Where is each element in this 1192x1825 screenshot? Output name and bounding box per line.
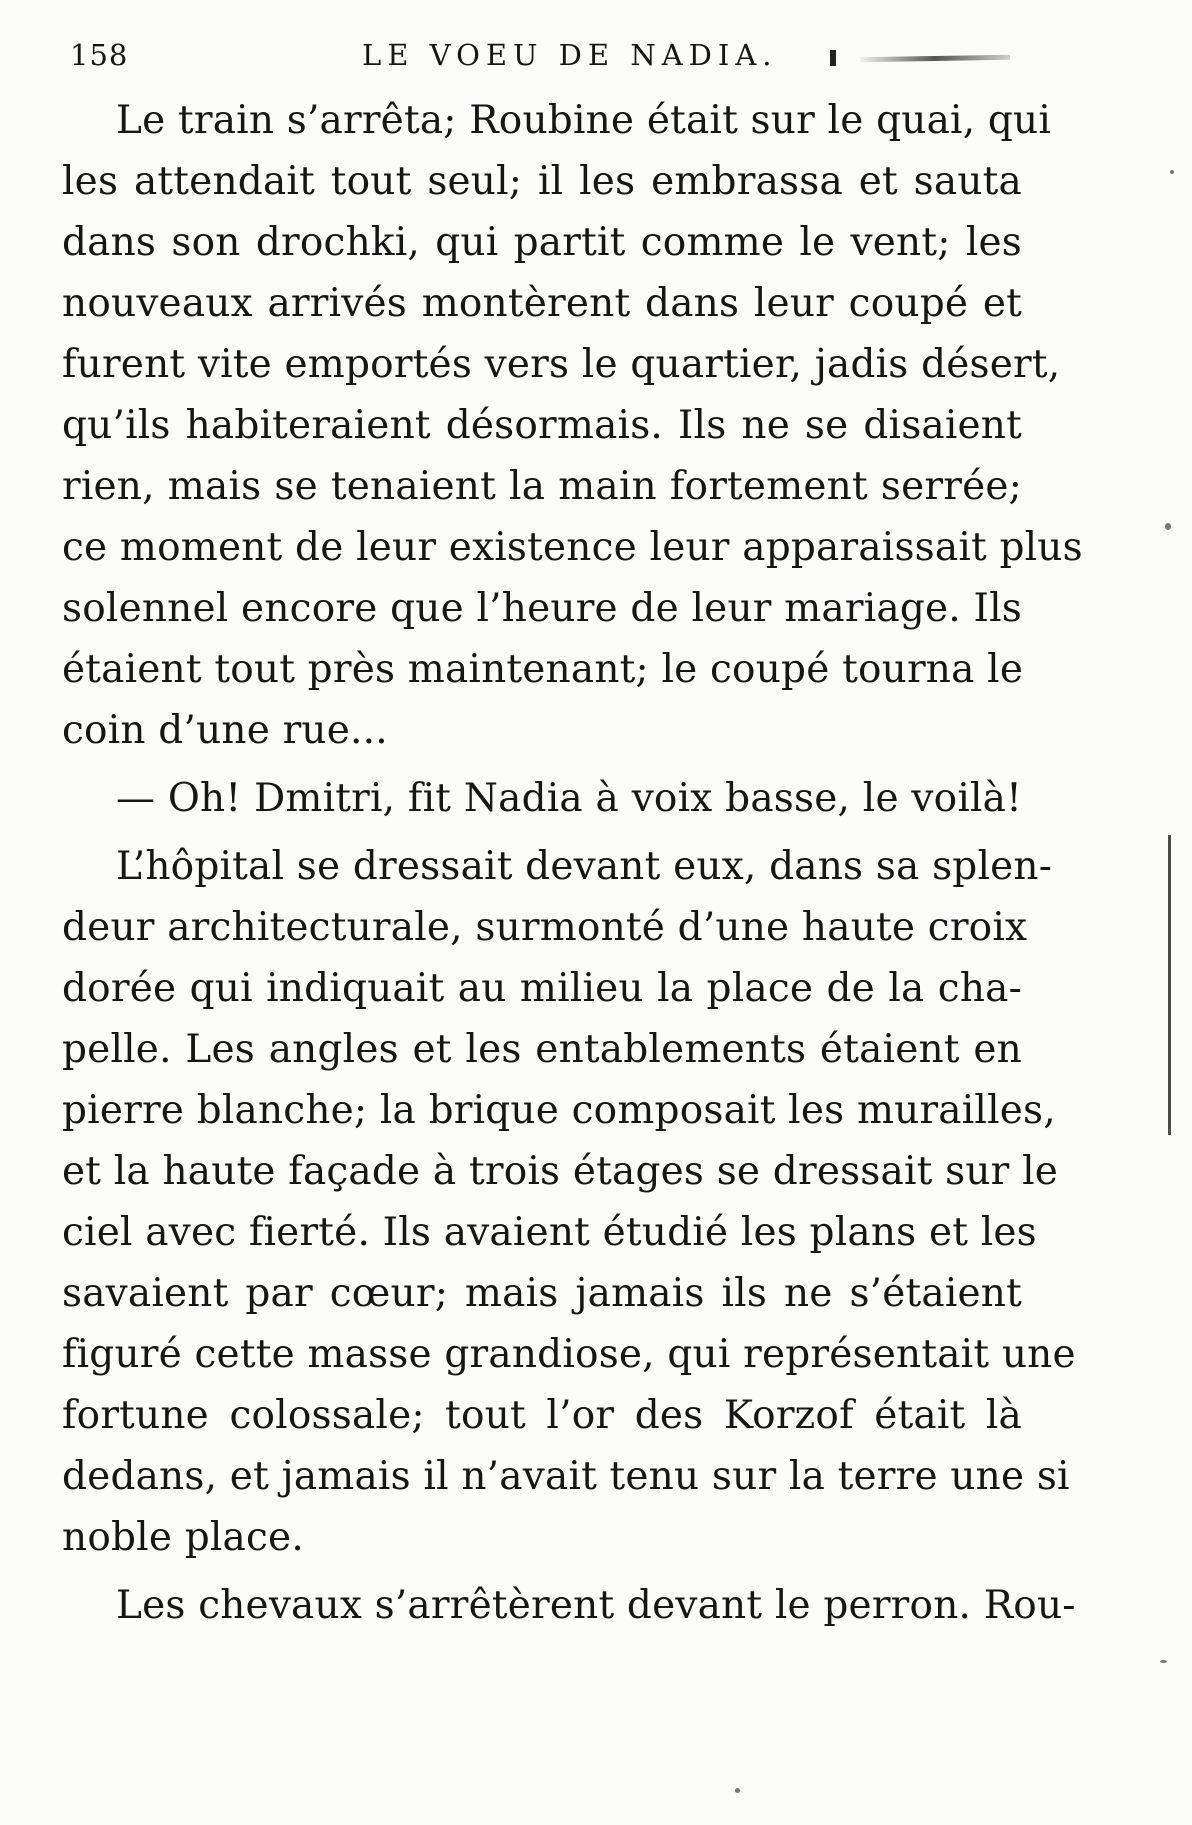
text-line: Le train s’arrêta; Roubine était sur le quai, qui (116, 98, 1052, 143)
text-line: furent vite emportés vers le quartier, jadis désert, (62, 342, 1061, 387)
text-line: rien, mais se tenaient la main fortement serrée; (62, 464, 1022, 509)
text-line: noble place. (62, 1515, 304, 1560)
text-line: qu’ils habiteraient désormais. Ils ne se disaient (62, 403, 1022, 448)
text-line: deur architecturale, surmonté d’une haute croix (62, 905, 1028, 950)
page-number: 158 (70, 38, 129, 72)
scan-top-rule (860, 55, 1010, 63)
text-line: Les chevaux s’arrêtèrent devant le perron. Rou- (116, 1583, 1076, 1628)
text-line: ciel avec fierté. Ils avaient étudié les plans et les (62, 1210, 1037, 1255)
text-line: les attendait tout seul; il les embrassa et sauta (62, 159, 1022, 204)
text-line: pelle. Les angles et les entablements étaient en (62, 1027, 1022, 1072)
running-title: LE VOEU DE NADIA. (362, 38, 778, 72)
printer-mark (830, 50, 836, 66)
text-line: ce moment de leur existence leur apparaissait plus (62, 525, 1083, 570)
text-line: étaient tout près maintenant; le coupé tourna le (62, 647, 1024, 692)
scan-speck (1160, 1660, 1167, 1663)
scan-speck (1170, 170, 1174, 174)
scan-speck (1165, 523, 1171, 530)
dialogue-line: — Oh! Dmitri, fit Nadia à voix basse, le voilà! (116, 776, 1022, 821)
scan-speck (735, 1788, 740, 1793)
text-line: solennel encore que l’heure de leur mariage. Ils (62, 586, 1022, 631)
text-line: pierre blanche; la brique composait les murailles, (62, 1088, 1056, 1133)
text-line: dorée qui indiquait au milieu la place de la cha- (62, 966, 1022, 1011)
scan-edge-line (1168, 835, 1171, 1135)
text-line: figuré cette masse grandiose, qui représentait une (62, 1332, 1076, 1377)
text-line: fortune colossale; tout l’or des Korzof était là (62, 1393, 1022, 1438)
text-line: savaient par cœur; mais jamais ils ne s’étaient (62, 1271, 1022, 1316)
text-line: coin d’une rue... (62, 708, 388, 753)
text-line: et la haute façade à trois étages se dressait sur le (62, 1149, 1059, 1194)
page-body (62, 90, 1083, 1636)
text-line: nouveaux arrivés montèrent dans leur coupé et (62, 281, 1022, 326)
text-line: L’hôpital se dressait devant eux, dans sa splen- (116, 844, 1053, 889)
text-line: dedans, et jamais il n’avait tenu sur la terre une si (62, 1454, 1070, 1499)
text-line: dans son drochki, qui partit comme le vent; les (62, 220, 1022, 265)
page-header (70, 38, 1030, 78)
